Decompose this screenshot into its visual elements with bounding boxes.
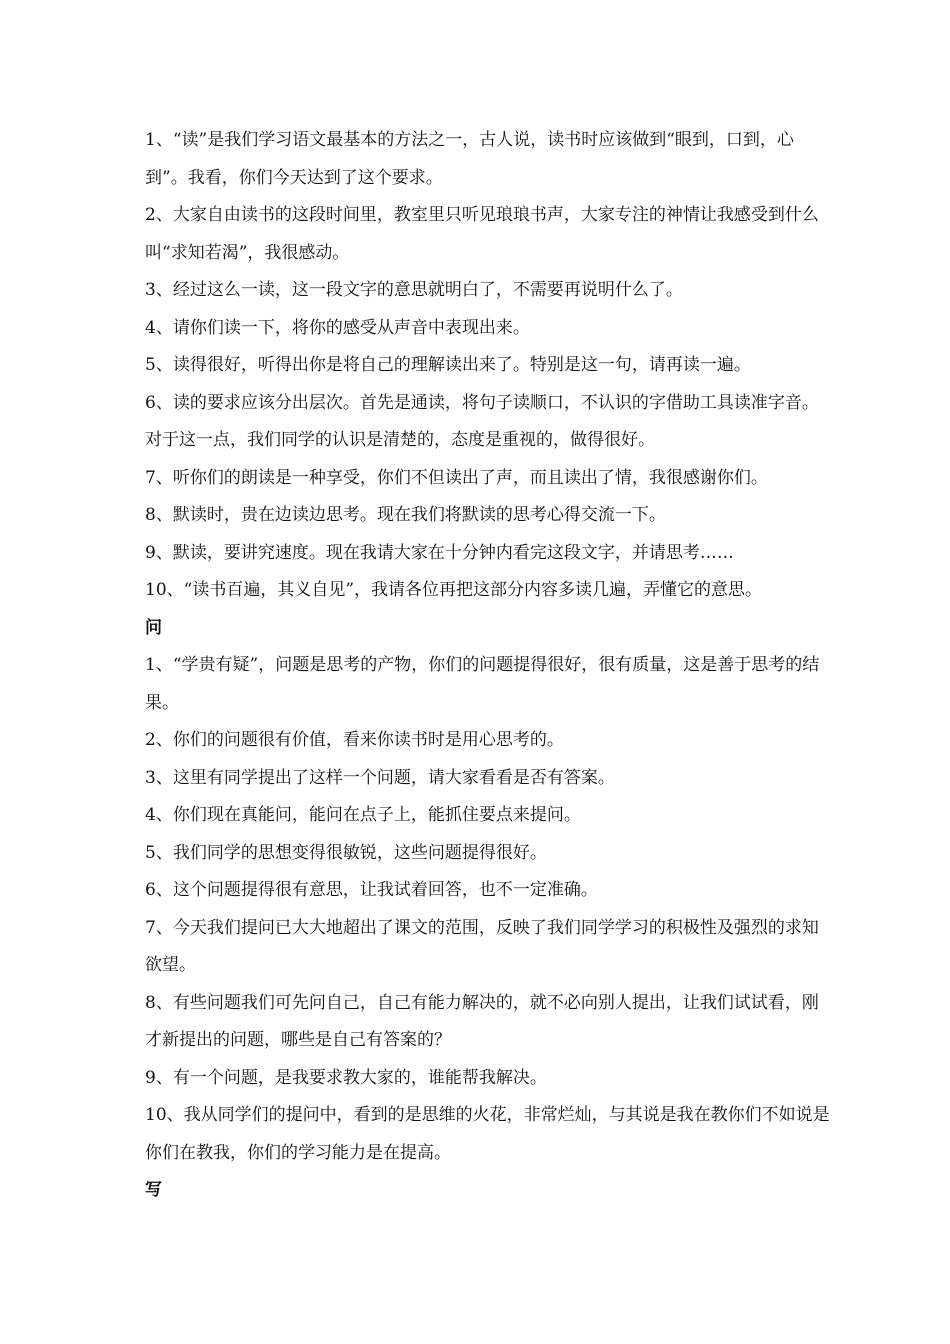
ask-item-1: 1、“学贵有疑”，问题是思考的产物，你们的问题提得很好，很有质量，这是善于思考的结果。	[145, 655, 820, 713]
document-body	[145, 122, 835, 1210]
ask-item-4: 4、你们现在真能问，能问在点子上，能抓住要点来提问。	[145, 805, 581, 825]
ask-item-9: 9、有一个问题，是我要求教大家的，谁能帮我解决。	[145, 1067, 547, 1088]
read-item-5: 5、读得很好，听得出你是将自己的理解读出来了。特别是这一句，请再读一遍。	[145, 355, 751, 375]
read-item-6: 6、读的要求应该分出层次。首先是通读，将句子读顺口，不认识的字借助工具读准字音。对于这一点，我们同学的认识是清楚的，态度是重视的，做得很好。	[145, 392, 819, 450]
ask-item-2: 2、你们的问题很有价值，看来你读书时是用心思考的。	[145, 730, 564, 750]
read-item-7: 7、听你们的朗读是一种享受，你们不但读出了声，而且读出了情，我很感谢你们。	[145, 467, 768, 488]
read-item-3: 3、经过这么一读，这一段文字的意思就明白了，不需要再说明什么了。	[145, 280, 683, 300]
ask-item-3: 3、这里有同学提出了这样一个问题，请大家看看是否有答案。	[145, 767, 615, 788]
section-heading-ask: 问	[145, 617, 162, 638]
ask-item-10: 10、我从同学们的提问中，看到的是思维的火花，非常烂灿，与其说是我在教你们不如说是你们在教我，你们的学习能力是在提高。	[145, 1105, 830, 1163]
read-item-10: 10、“读书百遍，其义自见”，我请各位再把这部分内容多读几遍，弄懂它的意思。	[145, 580, 763, 600]
read-item-8: 8、默读时，贵在边读边思考。现在我们将默读的思考心得交流一下。	[145, 505, 666, 525]
ask-item-7: 7、今天我们提问已大大地超出了课文的范围，反映了我们同学学习的积极性及强烈的求知欲望。	[145, 917, 819, 975]
read-item-9: 9、默读，要讲究速度。现在我请大家在十分钟内看完这段文字，并请思考……	[145, 542, 734, 563]
read-item-1: 1、“读”是我们学习语文最基本的方法之一，古人说，读书时应该做到“眼到，口到，心到”。我看，你们今天达到了这个要求。	[145, 130, 794, 188]
ask-item-6: 6、这个问题提得很有意思，让我试着回答，也不一定准确。	[145, 880, 598, 900]
section-heading-write: 写	[145, 1180, 162, 1200]
ask-item-5: 5、我们同学的思想变得很敏锐，这些问题提得很好。	[145, 842, 547, 863]
read-item-2: 2、大家自由读书的这段时间里，教室里只听见琅琅书声，大家专注的神情让我感受到什么叫“求知若渴”，我很感动。	[145, 205, 819, 263]
ask-item-8: 8、有些问题我们可先问自己，自己有能力解决的，就不必向别人提出，让我们试试看，刚才新提出的问题，哪些是自己有答案的？	[145, 992, 819, 1050]
read-item-4: 4、请你们读一下，将你的感受从声音中表现出来。	[145, 317, 530, 338]
